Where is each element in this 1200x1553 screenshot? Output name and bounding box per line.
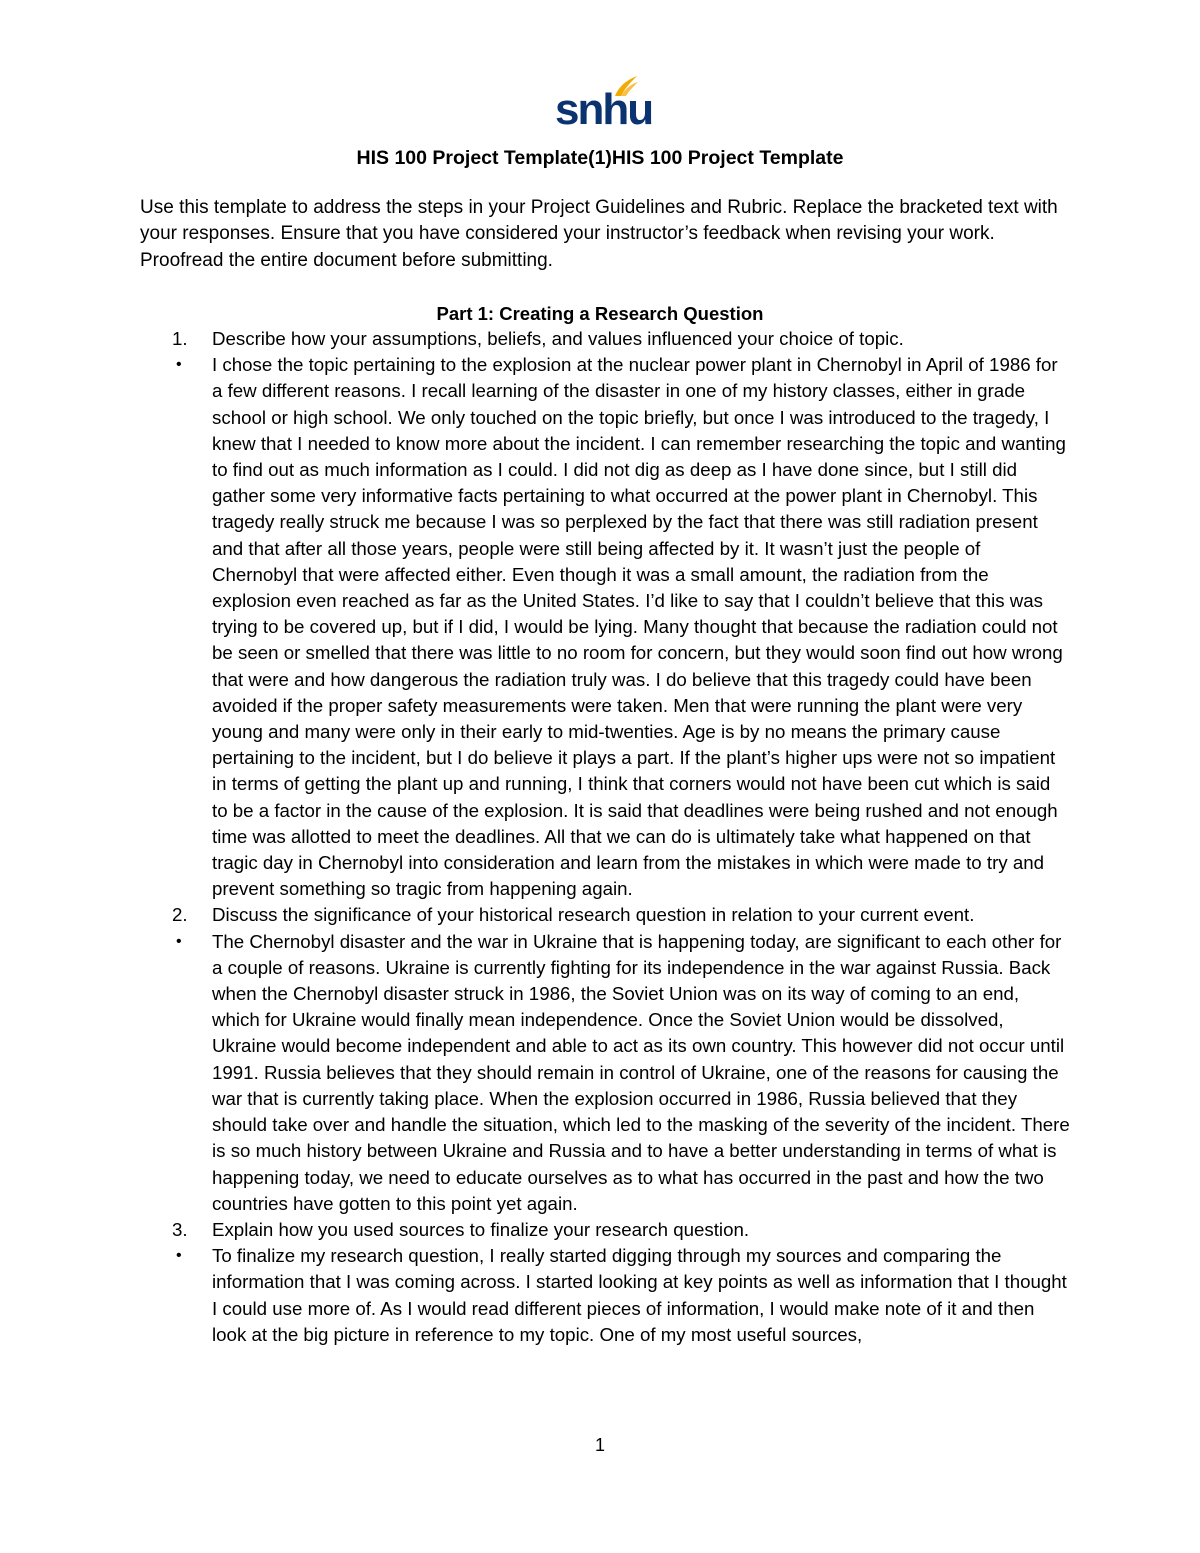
- list-item: [140, 352, 1070, 902]
- bullet-icon: •: [176, 356, 182, 374]
- response-text: The Chernobyl disaster and the war in Ukraine that is happening today, are significant to each other for a couple of reasons. Ukraine is currently fighting for its independence in the war against Russia. Back when the Chernobyl disaster struck in 1986, the Soviet Union was on its way of coming to an end, which for Ukraine would finally mean independence. Once the Soviet Union would be dissolved, Ukraine would become independent and able to act as its own country. This however did not occur until 1991. Russia believes that they should remain in control of Ukraine, one of the reasons for causing the war that is currently taking place. When the explosion occurred in 1986, Russia believed that they should take over and handle the situation, which led to the masking of the severity of the incident. There is so much history between Ukraine and Russia and to have a better understanding in terms of what is happening today, we need to educate ourselves as to what has occurred in the past and how the two countries have gotten to this point yet again.: [212, 930, 1070, 1214]
- part1-heading: Part 1: Creating a Research Question: [436, 303, 764, 324]
- response-text: To finalize my research question, I really started digging through my sources and comparing the information that I was coming across. I started looking at key points as well as information that I thought I could use more of. As I would read different pieces of information, I would make note of it and then look at the big picture in reference to my topic. One of my most useful sources,: [212, 1245, 1067, 1345]
- page-number: 1: [594, 1435, 605, 1455]
- question-text: Explain how you used sources to finalize your research question.: [212, 1218, 750, 1240]
- part1-list: [140, 326, 1070, 1348]
- snhu-logo: [555, 74, 653, 134]
- bullet-icon: •: [176, 932, 182, 950]
- response-text: I chose the topic pertaining to the explosion at the nuclear power plant in Chernobyl in April of 1986 for a few different reasons. I recall learning of the disaster in one of my history classes, either in grade school or high school. We only touched on the topic briefly, but once I was introduced to the tragedy, I knew that I needed to know more about the incident. I can remember researching the topic and wanting to find out as much information as I could. I did not dig as deep as I have done since, but I still did gather some very informative facts pertaining to what occurred at the power plant in Chernobyl. This tragedy really struck me because I was so perplexed by the fact that there was still radiation present and that after all those years, people were still being affected by it. It wasn’t just the people of Chernobyl that were affected either. Even though it was a small amount, the radiation from the explosion even reached as far as the United States. I’d like to say that I couldn’t believe that this was trying to be covered up, but if I did, I would be lying. Many thought that because the radiation could not be seen or smelled that there was little to no room for concern, but they would soon find out how wrong that were and how dangerous the radiation truly was. I do believe that this tragedy could have been avoided if the proper safety measurements were taken. Men that were running the plant were very young and many were only in their early to mid-twenties. Age is by no means the primary cause pertaining to the incident, but I do believe it plays a part. If the plant’s higher ups were not so impatient in terms of getting the plant up and running, I think that corners would not have been cut which is said to be a factor in the cause of the explosion. It is said that deadlines were being rushed and not enough time was allotted to meet the deadlines. All that we can do is ultimately take what happened on that tragic day in Chernobyl into consideration and learn from the mistakes in which were made to try and prevent something so tragic from happening again.: [212, 354, 1066, 900]
- document-title: HIS 100 Project Template(1)HIS 100 Project Template: [356, 147, 844, 169]
- list-item: [140, 929, 1070, 1217]
- list-item: [140, 326, 1070, 352]
- list-number: 2.: [172, 904, 188, 926]
- list-number: 3.: [172, 1218, 188, 1240]
- list-item: [140, 1243, 1070, 1348]
- list-item: [140, 1217, 1070, 1243]
- question-text: Describe how your assumptions, beliefs, and values influenced your choice of topic.: [212, 328, 904, 349]
- list-number: 1.: [172, 328, 188, 349]
- list-item: [140, 902, 1070, 928]
- logo-wordmark: snhu: [555, 85, 653, 134]
- question-text: Discuss the significance of your historical research question in relation to your current event.: [212, 904, 975, 926]
- intro-paragraph: Use this template to address the steps in your Project Guidelines and Rubric. Replace the bracketed text with your responses. Ensure that you have considered your instructor’s feedback when revising your work. Proofread the entire document before submitting.: [140, 197, 1058, 271]
- bullet-icon: •: [176, 1247, 182, 1265]
